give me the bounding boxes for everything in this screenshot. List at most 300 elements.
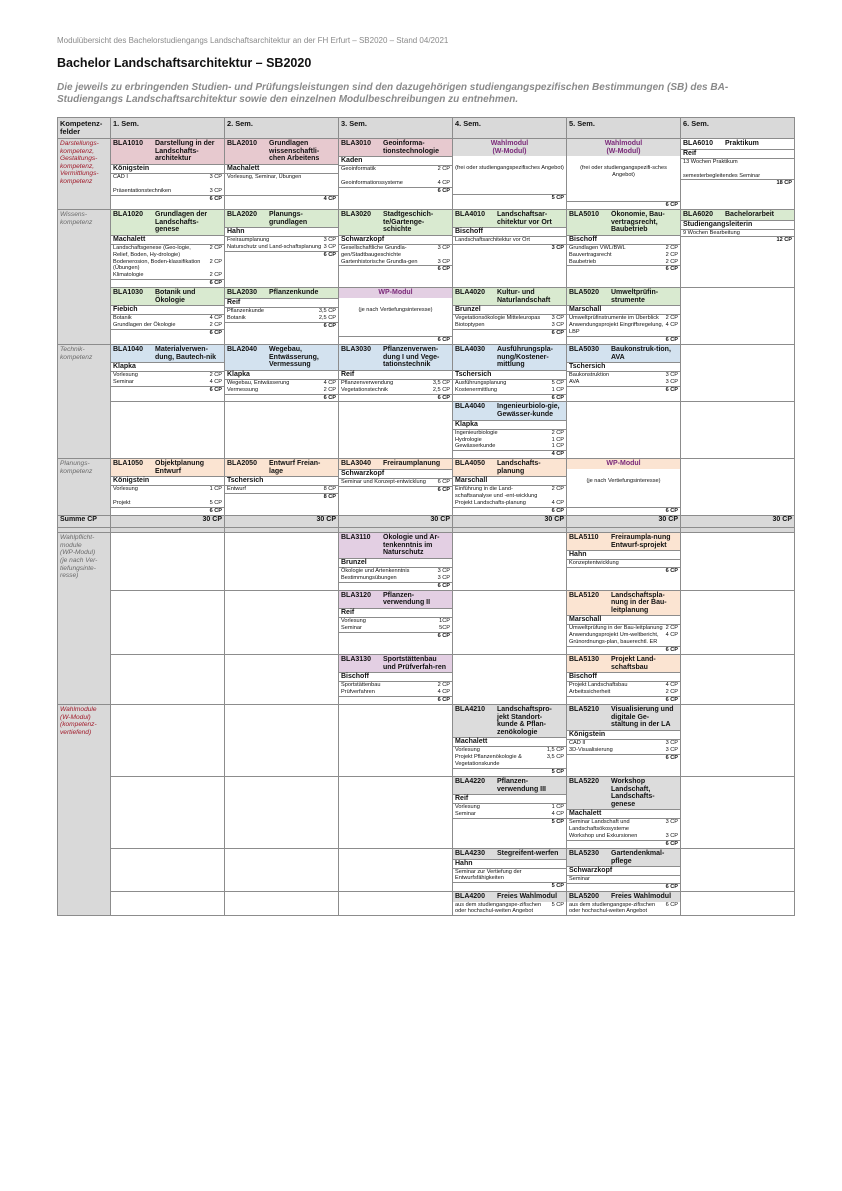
summe-value: 30 CP — [453, 516, 567, 528]
module-item — [111, 245, 224, 259]
empty-cell — [681, 288, 795, 345]
module-name: Planungs-grundlagen — [269, 210, 308, 226]
item-cp: 5 CP — [551, 901, 564, 908]
module-cell — [225, 344, 339, 402]
item-cp: 2 CP — [665, 258, 678, 265]
item-name: aus dem studiengangspe-zifischen oder hochschul-weiten Angebot — [569, 901, 656, 915]
module-item — [453, 869, 566, 883]
lecturer-name: Machalett — [567, 809, 680, 819]
item-name: Projekt Landschaftsbau — [569, 682, 628, 689]
module-item — [567, 632, 680, 646]
module-code: BLA5130 — [569, 656, 599, 664]
empty-cell — [225, 776, 339, 848]
item-name: Vorlesung — [113, 372, 138, 379]
module-name: Landschaftspro-jekt Standort-kunde & Pflan-zenökologie — [497, 705, 552, 736]
document-title: Bachelor Landschaftsarchitektur – SB2020 — [57, 56, 312, 70]
lecturer-name: Bischoff — [567, 672, 680, 682]
item-cp: 3 CP — [665, 819, 678, 826]
module-code: BLA5230 — [569, 849, 599, 857]
item-name: Seminar — [569, 876, 590, 883]
module-item — [225, 380, 338, 387]
module-total: 6 CP — [111, 279, 224, 287]
item-name — [341, 173, 448, 180]
item-name: Kostenermittlung — [455, 386, 497, 393]
item-name: Pflanzenverwendung — [341, 379, 394, 386]
module-code: BLA6010 — [683, 140, 713, 147]
module-item — [567, 322, 680, 336]
item-cp — [334, 188, 336, 195]
item-cp: 5 CP — [551, 379, 564, 386]
module-code: BLA2010 — [227, 140, 257, 147]
empty-cell — [453, 590, 567, 654]
item-name: Bestimmungsübungen — [341, 574, 397, 581]
module-header — [339, 139, 452, 156]
module-header — [567, 533, 680, 550]
module-item — [567, 372, 680, 379]
col-head-sem4: 4. Sem. — [453, 118, 567, 139]
module-code: BLA5120 — [569, 591, 599, 599]
module-name: Gartendenkmal-pflege — [611, 849, 665, 865]
module-cell — [567, 776, 681, 848]
module-item — [453, 804, 566, 811]
item-name: aus dem studiengangspe-zifischen oder hochschul-weiten Angebot — [455, 901, 542, 915]
summe-value: 30 CP — [567, 516, 681, 528]
module-header — [339, 533, 452, 558]
lecturer-name: Studiengangsleiterin — [681, 220, 794, 230]
module-code: BLA6020 — [683, 210, 713, 218]
module-item — [567, 740, 680, 747]
module-header — [339, 210, 452, 235]
lecturer-name: Reif — [681, 149, 794, 159]
lecturer-name: Königstein — [111, 476, 224, 486]
module-table — [57, 117, 795, 916]
table-header-row — [58, 118, 795, 139]
item-cp: 3 CP — [323, 244, 336, 250]
summe-value: 30 CP — [225, 516, 339, 528]
item-name: Baukonstruktion — [569, 372, 610, 379]
row-w-3 — [58, 848, 795, 891]
item-cp: 6 CP — [665, 901, 678, 908]
row-wp-1 — [58, 533, 795, 591]
empty-cell — [567, 402, 681, 459]
module-item — [339, 575, 452, 582]
empty-cell — [681, 776, 795, 848]
item-cp: 4 CP — [551, 500, 564, 507]
module-name: Geoinforma-tionstechnologie — [383, 140, 439, 155]
module-note: (je nach Vertiefungsinteresse) — [358, 306, 433, 313]
module-header — [567, 777, 680, 809]
module-cell — [567, 139, 681, 210]
module-name: Workshop Landschaft, Landschafts-genese — [611, 777, 655, 808]
module-name: Pflanzenkunde — [269, 289, 319, 297]
module-name: Pflanzen-verwendung II — [383, 591, 431, 607]
item-name: AVA — [569, 379, 580, 386]
module-cell — [339, 209, 453, 287]
module-total: 6 CP — [453, 507, 566, 515]
item-cp: 4 CP — [437, 180, 450, 187]
module-code: BLA4220 — [455, 777, 485, 785]
empty-cell — [111, 891, 225, 915]
item-cp: 3,5 CP — [318, 307, 336, 314]
module-cell — [453, 209, 567, 287]
module-header — [567, 591, 680, 616]
module-name: Sportstättenbau und Prüfverfah-ren — [383, 656, 447, 671]
item-cp — [448, 173, 450, 180]
module-cell — [681, 209, 795, 287]
module-total: 5 CP — [453, 194, 566, 202]
empty-cell — [681, 533, 795, 591]
module-code: BLA1030 — [113, 289, 143, 297]
item-name: Ingenieurbiologie — [455, 429, 498, 436]
module-code: BLA4050 — [455, 460, 485, 468]
item-name: Vermessung — [227, 386, 259, 393]
module-code: BLA4010 — [455, 210, 485, 218]
item-cp: 4 CP — [209, 315, 222, 322]
lecturer-name: Tschersich — [453, 370, 566, 380]
item-name — [227, 181, 334, 188]
module-cell — [567, 704, 681, 776]
module-total: 6 CP — [453, 329, 566, 337]
item-name: Gewässerkunde — [455, 443, 496, 450]
row-w-4 — [58, 891, 795, 915]
module-total: 6 CP — [567, 883, 680, 891]
module-header — [453, 777, 566, 794]
empty-cell — [339, 776, 453, 848]
module-code: BLA3010 — [341, 140, 371, 147]
item-name: Vorlesung — [113, 486, 138, 493]
module-total: 6 CP — [567, 840, 680, 848]
empty-cell — [681, 590, 795, 654]
module-name: Projekt Land-schaftsbau — [611, 656, 656, 671]
item-cp: 3 CP — [665, 372, 678, 379]
module-name: Landschafts-planung — [497, 460, 541, 475]
module-header — [453, 345, 566, 370]
module-code: BLA1040 — [113, 345, 143, 353]
module-name: Freiraumplanung — [383, 460, 441, 468]
module-item — [453, 322, 566, 329]
module-cell — [567, 459, 681, 516]
item-cp: 3 CP — [665, 833, 678, 840]
module-header — [567, 288, 680, 305]
item-cp: 1,5 CP — [546, 747, 564, 754]
item-name: Sportstättenbau — [341, 682, 381, 689]
module-total: 6 CP — [225, 322, 338, 330]
lecturer-name: Brunzel — [453, 305, 566, 315]
row-gestaltung — [58, 139, 795, 210]
module-item — [111, 493, 224, 500]
item-name: Seminar — [341, 624, 362, 631]
row-wissen-2 — [58, 288, 795, 345]
module-total: 18 CP — [681, 179, 794, 187]
module-code: BLA1050 — [113, 460, 143, 468]
module-cell — [339, 655, 453, 705]
module-item — [567, 315, 680, 322]
item-cp: 3 CP — [665, 379, 678, 386]
row-w-2 — [58, 776, 795, 848]
module-header — [453, 402, 566, 419]
module-item — [111, 181, 224, 188]
item-name: Anwendungsprojekt Um-weltbericht, Grünordnungs-plan, bauerechtl. ER — [569, 632, 659, 646]
module-item — [567, 259, 680, 266]
empty-cell — [111, 590, 225, 654]
module-header — [111, 139, 224, 164]
module-item — [339, 387, 452, 394]
module-cell — [567, 288, 681, 345]
item-cp: 2 CP — [665, 689, 678, 696]
item-name: Vegetationstechnik — [341, 386, 388, 393]
row-technik-2 — [58, 402, 795, 459]
module-name: Darstellung in der Landschafts-architektur — [155, 140, 215, 163]
module-note: (je nach Vertiefungsinteresse) — [586, 477, 661, 484]
module-item — [111, 272, 224, 279]
empty-cell — [339, 402, 453, 459]
lecturer-name: Bischoff — [453, 227, 566, 237]
module-name: Landschaftspla-nung in der Bau-leitplanung — [611, 591, 667, 614]
lecturer-name: Kaden — [339, 156, 452, 166]
item-cp — [676, 560, 678, 567]
module-item — [339, 689, 452, 696]
row-label-w: Wahlmodule (W-Modul) (kompetenz- vertiefend) — [58, 704, 111, 915]
module-item — [225, 486, 338, 493]
item-name: Präsentationstechniken — [113, 187, 172, 194]
item-name: Naturschutz und Land-schaftsplanung — [227, 244, 322, 250]
item-cp: 3 CP — [209, 173, 222, 180]
item-cp: 2 CP — [665, 244, 678, 251]
module-cell — [111, 209, 225, 287]
module-item — [453, 443, 566, 450]
module-code: BLA3030 — [341, 345, 371, 353]
module-item — [339, 245, 452, 259]
lecturer-name: Tschersich — [567, 362, 680, 372]
module-name: Freiraumpla-nung Entwurf-sprojekt — [611, 534, 671, 549]
module-cell — [225, 139, 339, 210]
col-head-kompetenz: Kompetenz- felder — [58, 118, 111, 139]
module-item — [339, 173, 452, 180]
empty-cell — [225, 891, 339, 915]
module-total: 6 CP — [567, 696, 680, 704]
module-item — [453, 315, 566, 322]
item-cp: 2 CP — [551, 486, 564, 493]
module-code: BLA1010 — [113, 140, 143, 147]
module-item — [225, 188, 338, 195]
item-name: Projekt Landschafts-planung — [455, 500, 526, 507]
lecturer-name: Marschall — [453, 476, 566, 486]
empty-cell — [111, 402, 225, 459]
empty-cell — [681, 655, 795, 705]
item-cp: 1 CP — [551, 443, 564, 450]
item-cp: 2 CP — [437, 682, 450, 689]
module-total: 4 CP — [453, 450, 566, 458]
module-item — [111, 188, 224, 195]
item-cp: 2 CP — [437, 166, 450, 173]
module-code: BLA5220 — [569, 777, 599, 785]
item-cp: 3 CP — [551, 315, 564, 322]
lecturer-name: Schwarzkopf — [339, 235, 452, 245]
item-name: Hydrologie — [455, 436, 482, 443]
lecturer-name: Hahn — [567, 550, 680, 560]
empty-cell — [225, 848, 339, 891]
module-cell — [453, 344, 567, 402]
item-cp — [790, 159, 792, 166]
module-name: Baukonstruk-tion, AVA — [611, 345, 671, 361]
item-name: Grundlagen VWL/BWL — [569, 244, 626, 251]
item-cp — [334, 181, 336, 188]
item-cp: 3 CP — [323, 237, 336, 244]
module-code: BLA3110 — [341, 534, 371, 542]
lecturer-name: Königstein — [567, 730, 680, 740]
module-cell — [453, 402, 567, 459]
module-code: BLA5030 — [569, 345, 599, 353]
module-code: BLA4210 — [455, 705, 485, 713]
item-name: Klimatologie — [113, 272, 144, 279]
module-cell — [225, 459, 339, 516]
item-cp: 4 CP — [209, 379, 222, 386]
item-cp — [676, 876, 678, 883]
module-name: Freies Wahlmodul — [497, 892, 558, 900]
lecturer-name: Bischoff — [339, 672, 452, 682]
item-name: Projekt — [113, 500, 131, 507]
lecturer-name: Machalett — [111, 235, 224, 245]
module-item — [225, 387, 338, 394]
module-cell — [339, 288, 453, 345]
module-code: BLA2030 — [227, 289, 257, 297]
module-item — [225, 174, 338, 181]
module-name: Ökologie und Ar-tenkenntnis im Naturschutz — [383, 534, 440, 557]
module-total: 6 CP — [339, 187, 452, 195]
module-title: WP-Modul — [567, 459, 680, 469]
module-cell — [339, 590, 453, 654]
spacer — [453, 156, 566, 163]
module-item — [225, 315, 338, 322]
module-total: 6 CP — [339, 486, 452, 494]
item-cp — [220, 493, 222, 500]
module-header — [111, 459, 224, 476]
row-label-gestaltung: Darstellungs- kompetenz, Gestaltungs- kompetenz, Vermittlungs- kompetenz — [58, 139, 111, 210]
module-cell — [453, 288, 567, 345]
spacer — [567, 156, 680, 163]
col-head-sem2: 2. Sem. — [225, 118, 339, 139]
module-cell — [453, 776, 567, 848]
item-cp: 1 CP — [551, 436, 564, 443]
module-total: 6 CP — [567, 201, 680, 209]
module-item — [453, 380, 566, 387]
module-total: 12 CP — [681, 236, 794, 244]
module-header — [225, 345, 338, 370]
empty-cell — [681, 402, 795, 459]
module-name: Grundlagen wissenschaftli-chen Arbeitens — [269, 140, 320, 163]
spacer — [567, 181, 680, 201]
item-name: Biotoptypen — [455, 322, 485, 329]
module-cell — [111, 344, 225, 402]
lecturer-name: Königstein — [111, 164, 224, 174]
item-cp: 3 CP — [437, 574, 450, 581]
item-name: Pflanzenkunde — [227, 307, 265, 314]
module-item — [453, 902, 566, 916]
summe-value: 30 CP — [681, 516, 795, 528]
module-item — [225, 308, 338, 315]
empty-cell — [681, 459, 795, 516]
item-name: Konzeptentwicklung — [569, 560, 619, 567]
module-cell — [567, 533, 681, 591]
row-wp-3 — [58, 655, 795, 705]
item-cp: 3 CP — [665, 746, 678, 753]
item-name: Anwendungsprojekt Eingriffsregelung, LBP — [569, 322, 664, 336]
lecturer-name: Fiebich — [111, 305, 224, 315]
module-item — [567, 379, 680, 386]
module-item — [681, 230, 794, 237]
empty-cell — [225, 704, 339, 776]
module-cell — [453, 891, 567, 915]
module-header — [453, 705, 566, 737]
module-cell — [453, 848, 567, 891]
item-name — [227, 188, 334, 195]
module-total: 6 CP — [339, 696, 452, 704]
module-item — [339, 180, 452, 187]
module-total: 8 CP — [225, 493, 338, 501]
item-cp: 4 CP — [665, 322, 678, 329]
item-cp: 3 CP — [437, 258, 450, 265]
item-name: Ökologie und Artenkenntnis — [341, 567, 410, 574]
module-name: Stegreifent-werfen — [497, 849, 559, 857]
item-cp: 2 CP — [665, 625, 678, 632]
item-cp: 2 CP — [665, 315, 678, 322]
module-item — [453, 500, 566, 507]
module-code: BLA5020 — [569, 289, 599, 297]
lecturer-name: Klapka — [225, 370, 338, 380]
module-item — [567, 560, 680, 567]
module-item — [453, 486, 566, 500]
module-header — [111, 288, 224, 305]
module-name: Freies Wahlmodul — [611, 892, 672, 900]
module-item — [567, 689, 680, 696]
module-item — [339, 259, 452, 266]
module-header — [681, 139, 794, 149]
module-item — [681, 159, 794, 166]
item-cp: 2 CP — [665, 251, 678, 258]
empty-cell — [225, 655, 339, 705]
item-cp: 6 CP — [437, 478, 450, 485]
document-header: Modulübersicht des Bachelorstudiengangs Landschaftsarchitektur an der FH Erfurt – SB2020 – Stand 04/2021 — [57, 36, 449, 45]
module-name: Bachelorarbeit — [725, 210, 775, 218]
item-name: Entwurf — [227, 486, 246, 493]
module-cell — [225, 288, 339, 345]
row-wp-2 — [58, 590, 795, 654]
module-item — [567, 833, 680, 840]
module-cell — [339, 344, 453, 402]
module-name: Pflanzen-verwendung III — [497, 777, 547, 793]
module-name: Stadtgeschich-te/Gartenge-schichte — [383, 210, 434, 234]
empty-cell — [339, 704, 453, 776]
module-item — [453, 754, 566, 768]
item-name: Projekt Pflanzenökologie & Vegetationskunde — [455, 754, 522, 768]
module-item — [339, 618, 452, 625]
module-item — [453, 811, 566, 818]
module-total: 6 CP — [567, 386, 680, 394]
empty-cell — [453, 533, 567, 591]
module-total: 6 CP — [339, 265, 452, 273]
module-code: BLA4200 — [455, 892, 485, 900]
item-name: 9 Wochen Bearbeitung — [683, 229, 740, 236]
module-header — [681, 210, 794, 220]
module-item — [111, 500, 224, 507]
lecturer-name: Klapka — [453, 420, 566, 430]
empty-cell — [111, 848, 225, 891]
empty-cell — [681, 344, 795, 402]
lecturer-name: Marschall — [567, 615, 680, 625]
item-cp: 3 CP — [437, 567, 450, 574]
item-cp: 4 CP — [551, 811, 564, 818]
module-code: BLA5210 — [569, 705, 599, 713]
